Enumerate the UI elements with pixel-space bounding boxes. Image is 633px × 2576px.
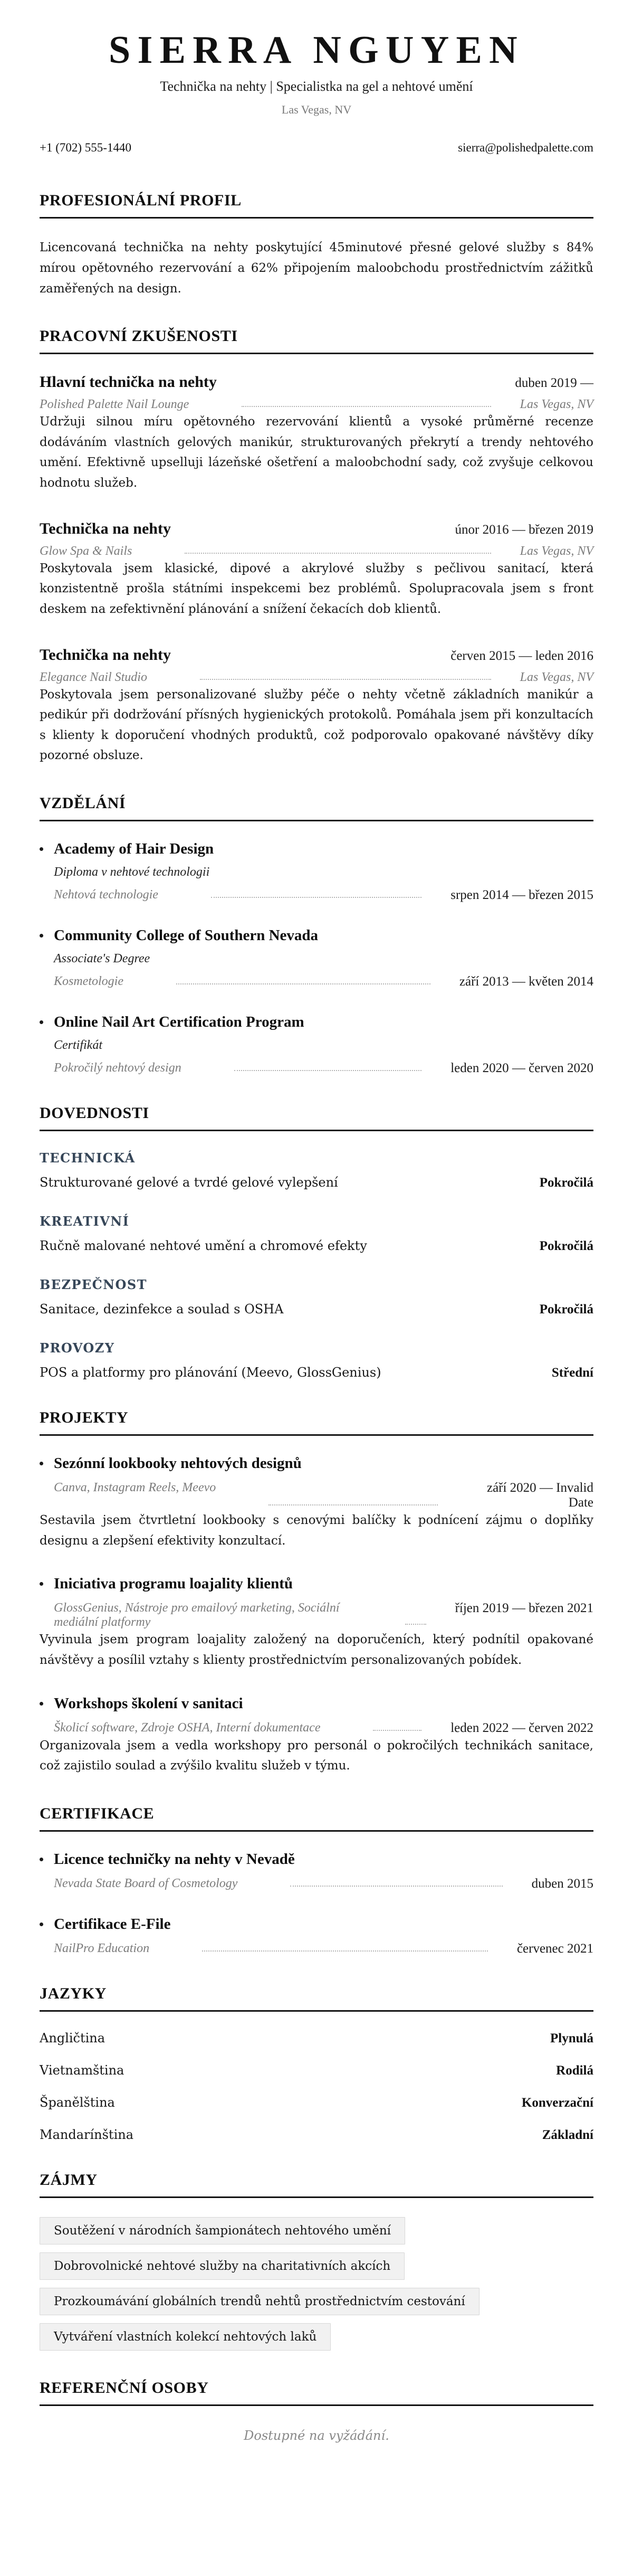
project-tools: Školicí software, Zdroje OSHA, Interní dokumentace — [54, 1720, 321, 1735]
bullet-icon — [40, 1858, 43, 1861]
project-name: Sezónní lookbooky nehtových designů — [54, 1455, 302, 1472]
certification-dates: duben 2015 — [531, 1876, 593, 1891]
job-company: Elegance Nail Studio — [40, 670, 147, 684]
skill-category: PROVOZY — [40, 1340, 115, 1356]
dotted-leader — [234, 1070, 422, 1071]
certification-meta-row — [54, 1877, 593, 1891]
job-header-row — [40, 520, 593, 538]
job-item — [40, 373, 593, 494]
language-name: Španělština — [40, 2095, 115, 2110]
project-dates: září 2020 — Invalid Date — [486, 1481, 593, 1510]
section-rule — [40, 2010, 593, 2012]
section-rule — [40, 1830, 593, 1832]
job-role: Technička na nehty — [40, 519, 171, 537]
skill-row — [40, 1238, 593, 1254]
profile-summary: Licencovaná technička na nehty poskytující 45minutové přesné gelové služby s 84% mírou opětovného rezervování a 62% připojením maloobchodu prostřednictvím zážitků zaměřených na design. — [40, 241, 593, 296]
section-certifications — [40, 1805, 593, 1956]
email-address: sierra@polishedpalette.com — [458, 141, 593, 155]
project-title-row — [40, 1575, 593, 1593]
project-detail — [40, 1721, 593, 1736]
bullet-icon — [40, 847, 43, 851]
section-title-projects: PROJEKTY — [40, 1409, 129, 1427]
project-dates: říjen 2019 — březen 2021 — [455, 1601, 593, 1616]
education-detail — [40, 865, 593, 903]
job-company: Polished Palette Nail Lounge — [40, 397, 189, 412]
education-meta-row — [54, 888, 593, 903]
certification-item — [40, 1851, 593, 1891]
job-dates: únor 2016 — březen 2019 — [455, 522, 593, 537]
job-meta-row — [40, 670, 593, 685]
skill-category: BEZPEČNOST — [40, 1277, 147, 1293]
interest-chip: Vytváření vlastních kolekcí nehtových laků — [40, 2323, 331, 2351]
bullet-icon — [40, 1702, 43, 1706]
section-education — [40, 794, 593, 1076]
project-meta-row — [54, 1481, 593, 1510]
skill-level: Pokročilá — [539, 1302, 593, 1317]
project-meta-row — [54, 1721, 593, 1736]
job-item — [40, 646, 593, 766]
job-role: Technička na nehty — [40, 646, 171, 664]
certification-dates: červenec 2021 — [516, 1941, 593, 1956]
dotted-leader — [200, 679, 491, 680]
dotted-leader — [176, 983, 430, 984]
job-item — [40, 520, 593, 620]
certification-detail — [40, 1942, 593, 1956]
project-description: Organizovala jsem a vedla workshopy pro personál o pokročilých technikách sanitace, což zajistilo soulad a zvýšilo kvalitu služeb v týmu. — [40, 1738, 593, 1773]
skill-name: Sanitace, dezinfekce a soulad s OSHA — [40, 1302, 284, 1317]
section-title-certifications: CERTIFIKACE — [40, 1804, 155, 1822]
dotted-leader — [405, 1624, 426, 1625]
interest-chip: Dobrovolnické nehtové služby na charitativních akcích — [40, 2252, 405, 2280]
candidate-subtitle: Technička na nehty | Specialistka na gel a nehtové umění — [160, 79, 473, 94]
job-location: Las Vegas, NV — [520, 670, 593, 684]
project-tools: GlossGenius, Nástroje pro emailový marketing, Sociální mediální platformy — [54, 1601, 340, 1630]
section-title-languages: JAZYKY — [40, 1984, 107, 2002]
education-detail — [40, 952, 593, 989]
education-title-row — [40, 1014, 593, 1031]
project-item — [40, 1455, 593, 1551]
dotted-leader — [268, 1504, 438, 1505]
project-dates: leden 2022 — červen 2022 — [450, 1720, 593, 1735]
bullet-icon — [40, 1020, 43, 1024]
skill-group — [40, 1214, 593, 1254]
education-meta-row — [54, 974, 593, 989]
skill-category: TECHNICKÁ — [40, 1150, 136, 1166]
job-company: Glow Spa & Nails — [40, 544, 132, 558]
section-languages — [40, 1985, 593, 2143]
education-title-row — [40, 840, 593, 858]
project-name: Workshops školení v sanitaci — [54, 1694, 243, 1712]
project-item — [40, 1575, 593, 1670]
project-title-row — [40, 1695, 593, 1712]
language-level: Plynulá — [550, 2031, 593, 2045]
section-title-references: REFERENČNÍ OSOBY — [40, 2379, 209, 2397]
education-item — [40, 840, 593, 903]
resume-header — [40, 27, 593, 155]
job-dates: duben 2019 — — [515, 376, 593, 391]
language-row — [40, 2127, 593, 2143]
section-rule — [40, 2196, 593, 2198]
skill-row — [40, 1365, 593, 1380]
project-item — [40, 1695, 593, 1776]
language-row — [40, 2031, 593, 2046]
education-detail — [40, 1038, 593, 1076]
dotted-leader — [211, 897, 421, 898]
section-title-skills: DOVEDNOSTI — [40, 1104, 149, 1122]
school-name: Online Nail Art Certification Program — [54, 1014, 304, 1031]
skill-level: Pokročilá — [539, 1239, 593, 1254]
skill-name: Ručně malované nehtové umění a chromové efekty — [40, 1238, 367, 1254]
education-dates: srpen 2014 — březen 2015 — [450, 888, 593, 903]
education-item — [40, 1014, 593, 1076]
job-location: Las Vegas, NV — [520, 397, 593, 412]
dotted-leader — [202, 1950, 488, 1952]
bullet-icon — [40, 1462, 43, 1465]
section-references — [40, 2379, 593, 2443]
interest-chip: Soutěžení v národních šampionátech nehtového umění — [40, 2217, 405, 2244]
job-description: Poskytovala jsem klasické, dipové a akrylové služby s pečlivou sanitací, která konzistentně prošla státními inspekcemi bez problémů. Spolupracovala jsem s front deskem na zefektivnění plánování a snížení čekacích dob klientů. — [40, 561, 593, 616]
skill-group — [40, 1277, 593, 1317]
degree-name: Diploma v nehtové technologii — [54, 865, 210, 879]
section-rule — [40, 2404, 593, 2406]
skill-row — [40, 1302, 593, 1317]
certification-name: Licence techničky na nehty v Nevadě — [54, 1850, 295, 1868]
project-detail — [40, 1481, 593, 1510]
dotted-leader — [373, 1730, 421, 1731]
project-title-row — [40, 1455, 593, 1472]
section-rule — [40, 353, 593, 354]
candidate-location: Las Vegas, NV — [281, 103, 352, 117]
section-skills — [40, 1104, 593, 1380]
school-name: Community College of Southern Nevada — [54, 927, 319, 944]
job-description: Udržuji silnou míru opětovného rezervování klientů a vysoké průměrné recenze dodáváním vlastních gelových manikúr, strukturovaných překrytí a trendy nehtového umění. Efektivně upselluji lázeňské ošetření a maloobchodní sady, což zvyšuje celkovou hodnotu služeb. — [40, 415, 593, 490]
job-header-row — [40, 646, 593, 664]
language-level: Konverzační — [521, 2095, 593, 2110]
degree-name: Associate's Degree — [54, 952, 150, 966]
certification-title-row — [40, 1851, 593, 1868]
interest-chip: Prozkoumávání globálních trendů nehtů prostřednictvím cestování — [40, 2288, 479, 2315]
certification-item — [40, 1916, 593, 1956]
education-item — [40, 927, 593, 989]
dotted-leader — [242, 406, 491, 407]
language-level: Rodilá — [556, 2063, 593, 2078]
skill-group — [40, 1150, 593, 1190]
section-experience — [40, 327, 593, 766]
skill-row — [40, 1175, 593, 1190]
section-projects — [40, 1409, 593, 1776]
bullet-icon — [40, 1922, 43, 1926]
section-title-education: VZDĚLÁNÍ — [40, 794, 126, 812]
certification-issuer: Nevada State Board of Cosmetology — [54, 1876, 238, 1890]
field-of-study: Nehtová technologie — [54, 888, 158, 902]
section-rule — [40, 1130, 593, 1131]
job-role: Hlavní technička na nehty — [40, 373, 217, 391]
candidate-name: SIERRA NGUYEN — [109, 29, 524, 72]
section-title-experience: PRACOVNÍ ZKUŠENOSTI — [40, 327, 238, 345]
language-level: Základní — [542, 2127, 593, 2142]
bullet-icon — [40, 934, 43, 937]
references-note: Dostupné na vyžádání. — [244, 2428, 389, 2443]
contact-row — [40, 141, 593, 155]
project-description: Vyvinula jsem program loajality založený na doporučeních, který podnítil opakované návštěvy a posílil vztahy s klienty prostřednictvím personalizovaných pobídek. — [40, 1633, 593, 1667]
skill-group — [40, 1340, 593, 1380]
skill-category: KREATIVNÍ — [40, 1214, 130, 1229]
section-rule — [40, 217, 593, 219]
job-dates: červen 2015 — leden 2016 — [450, 648, 593, 663]
job-meta-row — [40, 397, 593, 412]
section-rule — [40, 1434, 593, 1436]
job-location: Las Vegas, NV — [520, 544, 593, 558]
certification-title-row — [40, 1916, 593, 1933]
certification-name: Certifikace E-File — [54, 1915, 171, 1933]
degree-name: Certifikát — [54, 1038, 102, 1053]
resume-page — [40, 0, 593, 2443]
certification-detail — [40, 1877, 593, 1891]
project-meta-row — [54, 1601, 593, 1630]
field-of-study: Pokročilý nehtový design — [54, 1061, 181, 1075]
language-row — [40, 2095, 593, 2110]
bullet-icon — [40, 1582, 43, 1586]
job-description: Poskytovala jsem personalizované služby péče o nehty včetně základních manikúr a pedikúr při dodržování přísných hygienických protokolů. Pomáhala jsem při konzultacích s klienty k doporučení vhodných produktů, což podporovalo opakované návštěvy díky pozorné obsluze. — [40, 687, 593, 763]
certification-issuer: NailPro Education — [54, 1941, 150, 1955]
skill-level: Pokročilá — [539, 1176, 593, 1190]
section-interests — [40, 2171, 593, 2351]
field-of-study: Kosmetologie — [54, 974, 123, 989]
language-row — [40, 2063, 593, 2078]
section-rule — [40, 820, 593, 821]
dotted-leader — [290, 1886, 502, 1887]
certification-meta-row — [54, 1942, 593, 1956]
education-dates: leden 2020 — červen 2020 — [450, 1061, 593, 1076]
skill-level: Střední — [551, 1366, 593, 1380]
language-name: Mandarínština — [40, 2127, 134, 2142]
education-title-row — [40, 927, 593, 944]
phone-number: +1 (702) 555-1440 — [40, 141, 131, 155]
skill-name: Strukturované gelové a tvrdé gelové vylepšení — [40, 1175, 338, 1190]
section-title-profile: PROFESIONÁLNÍ PROFIL — [40, 192, 242, 210]
education-meta-row — [54, 1061, 593, 1076]
education-dates: září 2013 — květen 2014 — [459, 974, 593, 989]
skill-name: POS a platformy pro plánování (Meevo, GlossGenius) — [40, 1365, 381, 1380]
project-description: Sestavila jsem čtvrtletní lookbooky s cenovými balíčky k podnícení zájmu o doplňky designu a zlepšení efektivity konzultací. — [40, 1513, 593, 1548]
project-detail — [40, 1601, 593, 1630]
project-name: Iniciativa programu loajality klientů — [54, 1575, 293, 1593]
section-title-interests: ZÁJMY — [40, 2171, 98, 2189]
language-name: Angličtina — [40, 2030, 106, 2045]
job-header-row — [40, 373, 593, 391]
section-profile — [40, 192, 593, 299]
school-name: Academy of Hair Design — [54, 840, 214, 858]
language-name: Vietnamština — [40, 2062, 124, 2078]
dotted-leader — [185, 553, 491, 554]
project-tools: Canva, Instagram Reels, Meevo — [54, 1481, 216, 1495]
job-meta-row — [40, 544, 593, 558]
